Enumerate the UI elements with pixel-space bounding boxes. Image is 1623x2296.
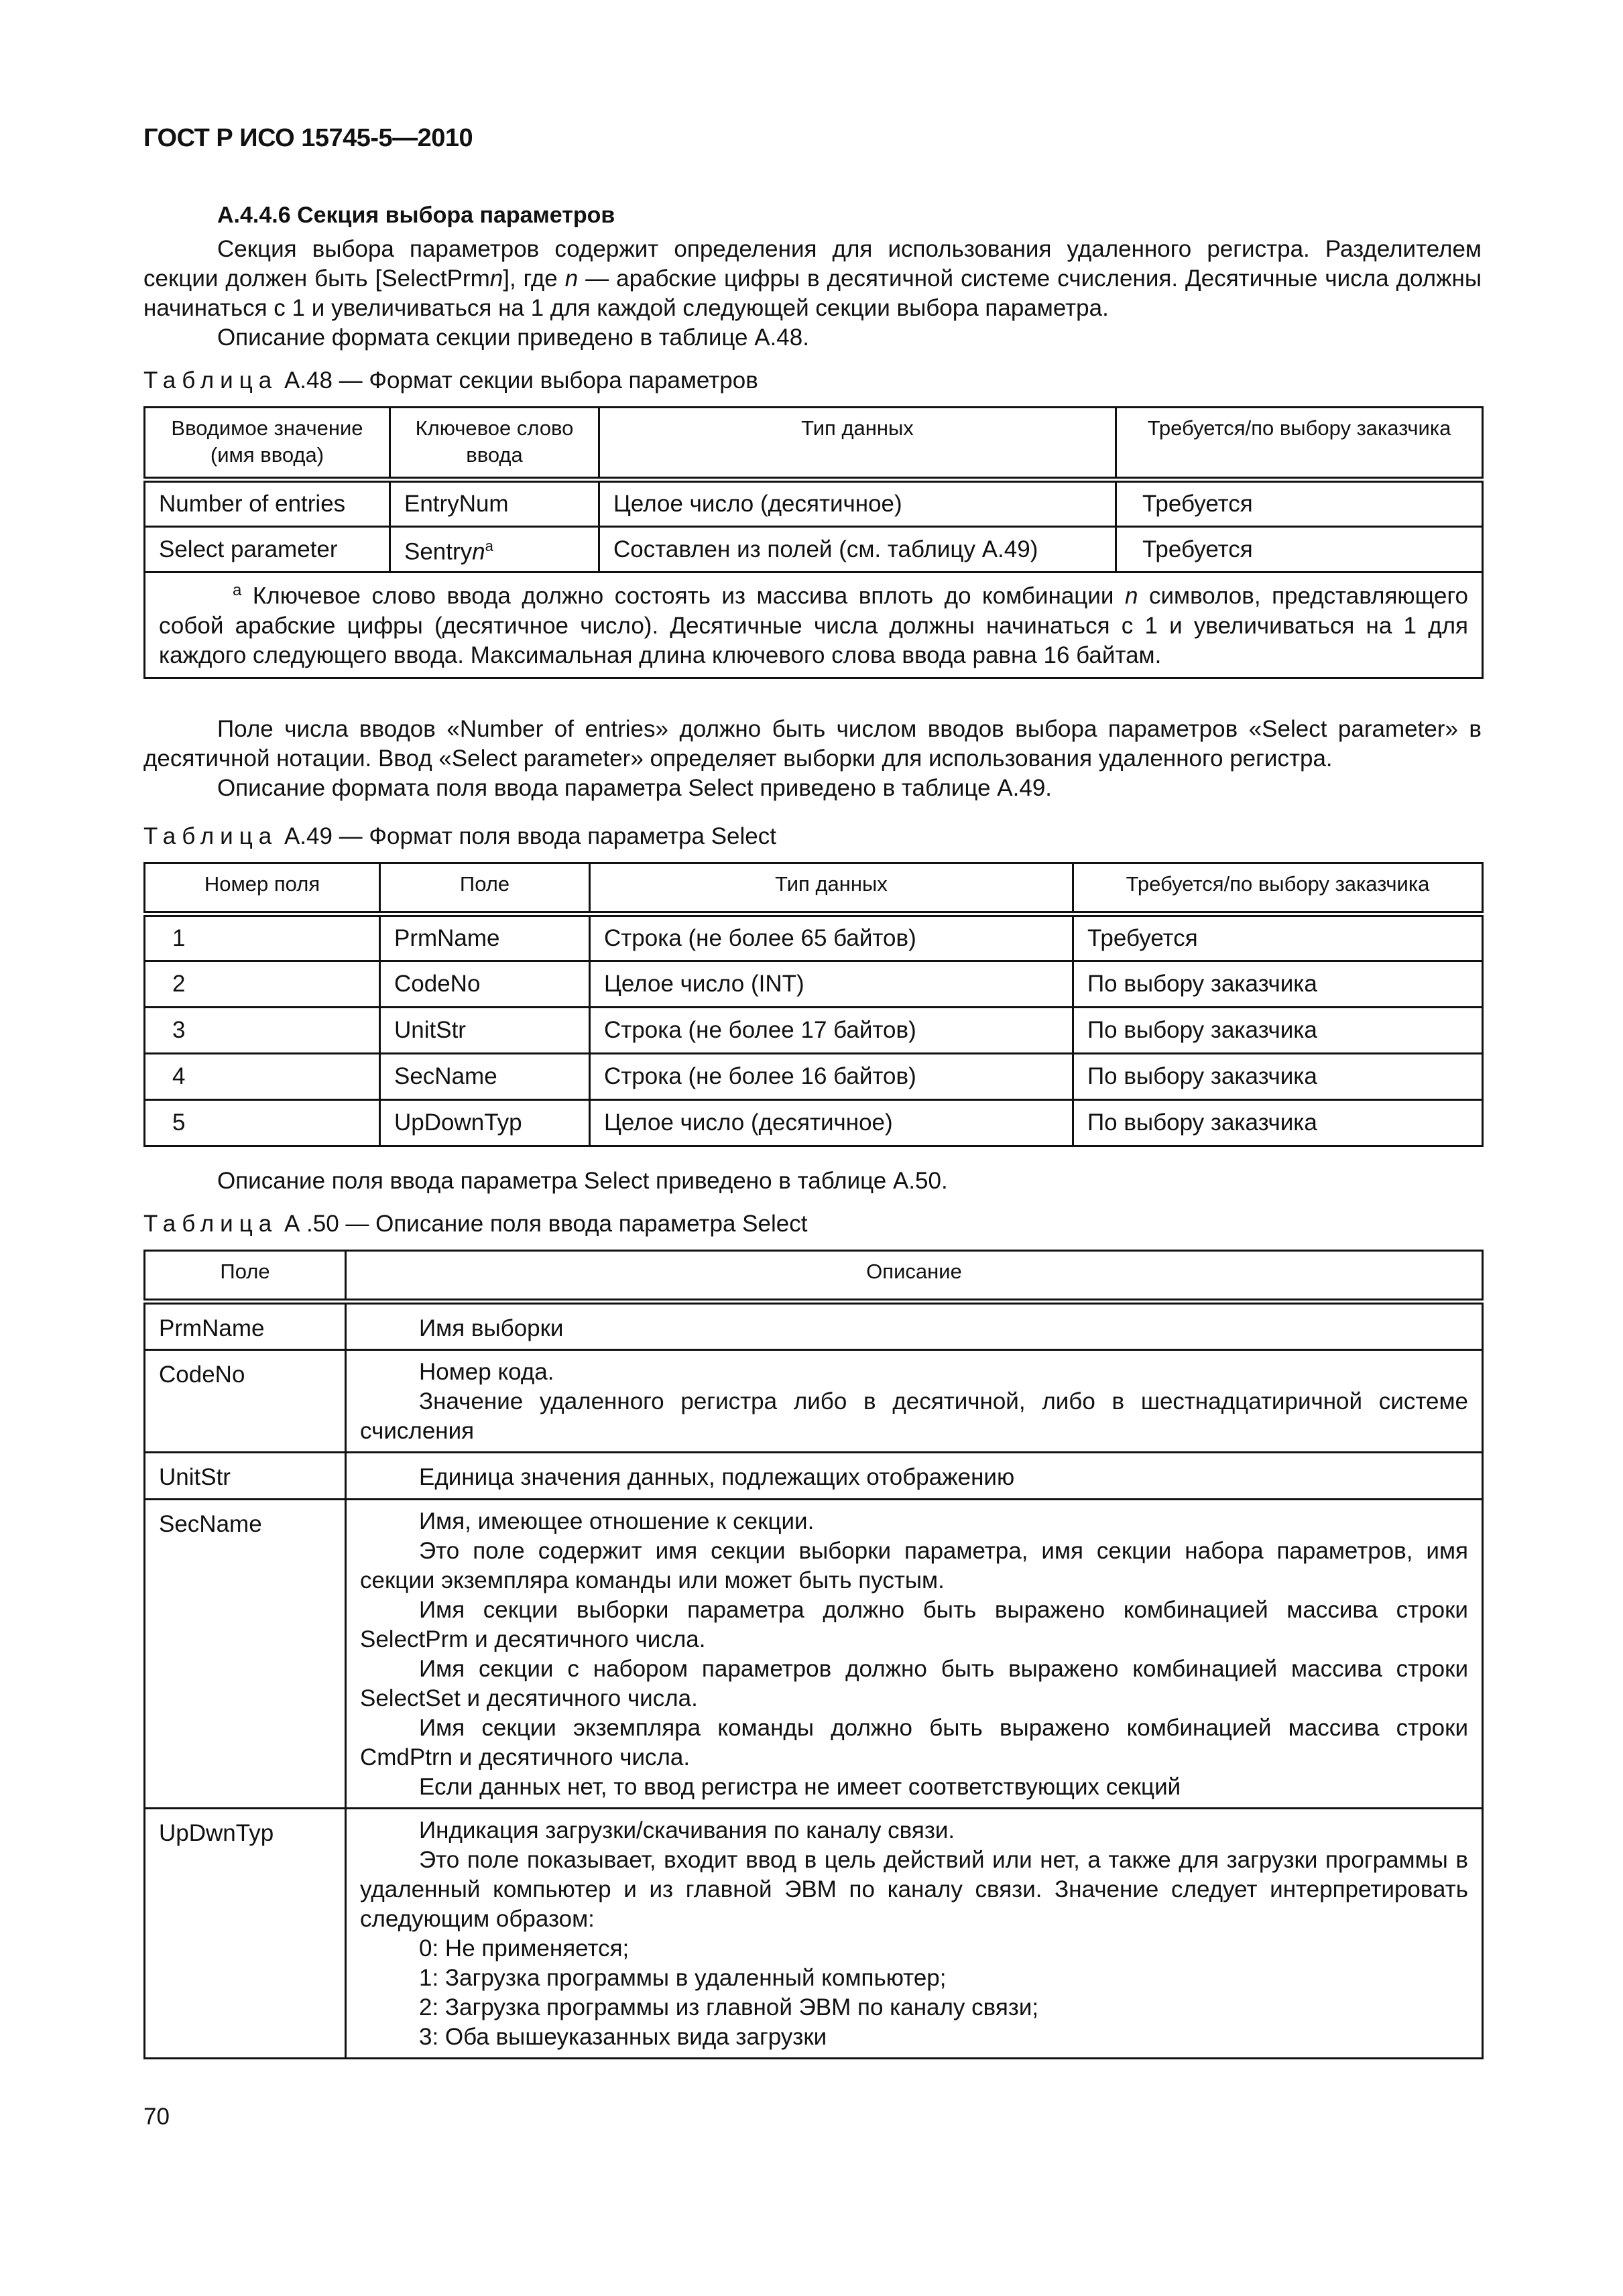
field-cell: CodeNo (145, 1350, 346, 1453)
table-cell: SecName (380, 1054, 590, 1100)
table-cell: EntryNum (390, 480, 599, 527)
field-cell: UpDwnTyp (145, 1809, 346, 2059)
column-header: Тип данных (590, 863, 1073, 914)
table48-caption: Таблица А.48 — Формат секции выбора параметров (143, 367, 758, 394)
column-header: Требуется/по выбору заказчика (1116, 408, 1483, 480)
column-header: Требуется/по выбору заказчика (1073, 863, 1483, 914)
table-header-row (145, 1251, 1483, 1302)
table-cell: UpDownTyp (380, 1100, 590, 1146)
column-header: Номер поля (145, 863, 380, 914)
table50-caption: Таблица А .50 — Описание поля ввода параметра Select (143, 1211, 808, 1237)
section-title: А.4.4.6 Секция выбора параметров (217, 202, 615, 228)
table-cell: Sentryn$^a$ (390, 527, 599, 572)
intro-paragraph-2: Описание формата секции приведено в таблице А.48. (217, 324, 809, 351)
after49-paragraph: Описание поля ввода параметра Select приведено в таблице А.50. (217, 1168, 948, 1194)
column-header: Описание (346, 1251, 1483, 1302)
table-row (145, 1302, 1483, 1350)
mid-paragraph: Поле числа вводов «Number of entries» должно быть числом вводов выбора параметров «Select parameter» в десятичной нотации. Ввод «Select parameter» определяет выборки для использования удаленного регистра. (143, 716, 1482, 772)
table-cell: 2 (145, 961, 380, 1008)
table-cell: UnitStr (380, 1008, 590, 1054)
table-row (145, 914, 1483, 961)
table-cell: По выбору заказчика (1073, 961, 1483, 1008)
table-cell: Целое число (десятичное) (599, 480, 1116, 527)
table-cell: 4 (145, 1054, 380, 1100)
section-intro (143, 235, 1482, 353)
after49-text (143, 1166, 1482, 1196)
table-cell: Строка (не более 16 байтов) (590, 1054, 1073, 1100)
table-cell: 3 (145, 1008, 380, 1054)
description-cell: Имя выборки (346, 1302, 1483, 1350)
table-row (145, 961, 1483, 1008)
table-cell: По выбору заказчика (1073, 1054, 1483, 1100)
description-cell: Единица значения данных, подлежащих отображению (346, 1453, 1483, 1500)
standard-header: ГОСТ Р ИСО 15745-5—2010 (143, 124, 473, 152)
table-row (145, 480, 1483, 527)
table-cell: PrmName (380, 914, 590, 961)
column-header: Поле (145, 1251, 346, 1302)
intro-paragraph: Секция выбора параметров содержит определения для использования удаленного регистра. Разделителем секции должен быть [SelectPrmn], где n — арабские цифры в десятичной системе счисления. Десятичные числа должны начинаться с 1 и увеличиваться на 1 для каждой следующей секции выбора параметра. (143, 236, 1482, 321)
field-cell: SecName (145, 1500, 346, 1809)
table-cell: 5 (145, 1100, 380, 1146)
field-cell: UnitStr (145, 1453, 346, 1500)
table-cell: Требуется (1116, 480, 1483, 527)
table-row (145, 1809, 1483, 2059)
table-cell: Select parameter (145, 527, 390, 572)
table-cell: Требуется (1116, 527, 1483, 572)
table-cell: По выбору заказчика (1073, 1100, 1483, 1146)
table-row (145, 1054, 1483, 1100)
table49-caption: Таблица А.49 — Формат поля ввода параметра Select (143, 823, 776, 849)
table-footnote-row (145, 572, 1483, 678)
table-row (145, 1453, 1483, 1500)
table-a50 (143, 1250, 1484, 2059)
table-cell: Строка (не более 17 байтов) (590, 1008, 1073, 1054)
table-cell: Строка (не более 65 байтов) (590, 914, 1073, 961)
table-cell: Целое число (десятичное) (590, 1100, 1073, 1146)
column-header: Вводимое значение (имя ввода) (145, 408, 390, 480)
column-header: Ключевое слово ввода (390, 408, 599, 480)
table-header-row (145, 863, 1483, 914)
column-header: Поле (380, 863, 590, 914)
table-cell: CodeNo (380, 961, 590, 1008)
table-row (145, 1100, 1483, 1146)
table-a49 (143, 862, 1484, 1147)
description-cell: Индикация загрузки/скачивания по каналу связи. Это поле показывает, входит ввод в цель действий или нет, а также для загрузки программы в удаленный компьютер и из главной ЭВМ по каналу связи. Значение следует интерпретировать следующим образом: 0: Не применяется; 1: Загрузка программы в удаленный компьютер; 2: Загрузка программы из главной ЭВМ по каналу связи; 3: Оба вышеуказанных вида загрузки (346, 1809, 1483, 2059)
table-row (145, 1008, 1483, 1054)
column-header: Тип данных (599, 408, 1116, 480)
table-cell: Целое число (INT) (590, 961, 1073, 1008)
table-a48 (143, 406, 1484, 679)
description-cell: Имя, имеющее отношение к секции. Это поле содержит имя секции выборки параметра, имя секции набора параметров, имя секции экземпляра команды или может быть пустым. Имя секции выборки параметра должно быть выражено комбинацией массива строки SelectPrm и десятичного числа. Имя секции с набором параметров должно быть выражено комбинацией массива строки SelectSet и десятичного числа. Имя секции экземпляра команды должно быть выражено комбинацией массива строки CmdPtrn и десятичного числа. Если данных нет, то ввод регистра не имеет соответствующих секций (346, 1500, 1483, 1809)
table-row (145, 1350, 1483, 1453)
table-cell: По выбору заказчика (1073, 1008, 1483, 1054)
table-cell: Требуется (1073, 914, 1483, 961)
table-cell: 1 (145, 914, 380, 961)
table-row (145, 527, 1483, 572)
field-cell: PrmName (145, 1302, 346, 1350)
description-cell: Номер кода. Значение удаленного регистра либо в десятичной, либо в шестнадцатиричной системе счисления (346, 1350, 1483, 1453)
mid-text (143, 715, 1482, 803)
table-row (145, 1500, 1483, 1809)
table-footnote: $^a$ Ключевое слово ввода должно состоять из массива вплоть до комбинации n символов, представляющего собой арабские цифры (десятичное число). Десятичные числа должны начинаться с 1 и увеличиваться на 1 для каждого следующего ввода. Максимальная длина ключевого слова ввода равна 16 байтам. (145, 572, 1483, 678)
table-header-row (145, 408, 1483, 480)
table-cell: Number of entries (145, 480, 390, 527)
page-number: 70 (143, 2104, 170, 2130)
mid-paragraph-2: Описание формата поля ввода параметра Select приведено в таблице А.49. (217, 775, 1053, 801)
table-cell: Составлен из полей (см. таблицу А.49) (599, 527, 1116, 572)
